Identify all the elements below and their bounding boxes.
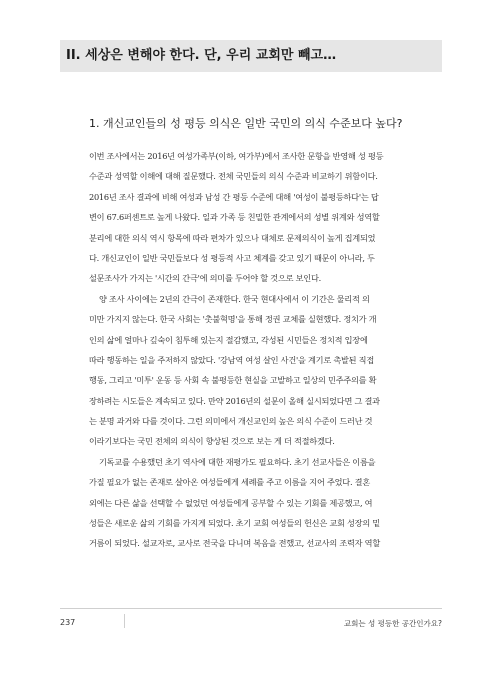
body-line: 성들은 새로운 삶의 기회를 가지게 되었다. 초기 교회 여성들의 헌신은 교회 성장의 밑 bbox=[89, 518, 380, 529]
body-line: 양 조사 사이에는 2년의 간극이 존재한다. 한국 현대사에서 이 기간은 물리적 의 bbox=[99, 293, 370, 304]
body-line: 장하려는 시도들은 계속되고 있다. 만약 2016년의 설문이 올해 실시되었다면 그 결과 bbox=[89, 395, 380, 406]
running-title: 교회는 성 평등한 공간인가요? bbox=[343, 619, 442, 628]
chapter-header bbox=[60, 40, 442, 72]
body-line: 는 분명 과거와 다를 것이다. 그런 의미에서 개신교인의 높은 의식 수준이 드러난 것 bbox=[89, 416, 373, 427]
body-line: 거름이 되었다. 설교자로, 교사로 전국을 다니며 복음을 전했고, 선교사의 조력자 역할 bbox=[89, 538, 380, 549]
body-line: 이번 조사에서는 2016년 여성가족부(이하, 여가부)에서 조사한 문항을 반영해 성 평등 bbox=[89, 151, 384, 161]
section-heading: 1. 개신교인들의 성 평등 의식은 일반 국민의 의식 수준보다 높다? bbox=[89, 117, 403, 130]
body-line: 분리에 대한 의식 역시 항목에 따라 편차가 있으나 대체로 문제의식이 높게 집계되었 bbox=[89, 232, 376, 243]
body-line: 수준과 성역할 이해에 대해 질문했다. 전체 국민들의 의식 수준과 비교하기 위함이다. bbox=[89, 171, 378, 182]
body-line: 행동, 그리고 '미투' 운동 등 사회 속 불평등한 현실을 고발하고 일상의 민주주의를 확 bbox=[89, 375, 377, 386]
page-number: 237 bbox=[60, 618, 76, 627]
body-line: 가질 필요가 없는 존재로 살아온 여성들에게 세례를 주고 이름을 지어 주었다. 결혼 bbox=[89, 477, 370, 488]
body-line: 따라 행동하는 일을 주저하지 않았다. '강남역 여성 살인 사건'을 계기로 촉발된 직접 bbox=[89, 354, 374, 365]
body-line: 외에는 다른 삶을 선택할 수 없었던 여성들에게 공부할 수 있는 기회를 제공했고, 여 bbox=[89, 497, 373, 508]
footer-divider bbox=[124, 614, 125, 628]
body-line: 2016년 조사 결과에 비해 여성과 남성 간 평등 수준에 대해 '여성이 불평등하다'는 답 bbox=[89, 191, 379, 202]
body-line: 설문조사가 가지는 '시간의 간극'에 의미를 두어야 할 것으로 보인다. bbox=[89, 273, 321, 284]
body-line: 이라기보다는 국민 전체의 의식이 향상된 것으로 보는 게 더 적절하겠다. bbox=[89, 436, 335, 447]
body-line: 다. 개신교인이 일반 국민들보다 성 평등적 사고 체계를 갖고 있기 때문이 아니라, 두 bbox=[89, 252, 375, 263]
body-line: 미만 가지지 않는다. 한국 사회는 '촛불혁명'을 통해 정권 교체를 실현했다. 정치가 개 bbox=[89, 314, 377, 325]
body-text bbox=[89, 146, 433, 554]
chapter-title: II. 세상은 변해야 한다. 단, 우리 교회만 빼고… bbox=[66, 48, 337, 63]
body-line: 변이 67.6퍼센트로 높게 나왔다. 일과 가족 등 친밀한 관계에서의 성별 위계와 성역할 bbox=[89, 212, 380, 223]
body-line: 인의 삶에 얼마나 깊숙이 침투해 있는지 절감했고, 각성된 시민들은 정치적 입장에 bbox=[89, 334, 368, 345]
body-line: 기독교를 수용했던 초기 역사에 대한 재평가도 필요하다. 초기 선교사들은 이름을 bbox=[99, 456, 376, 467]
footer-rule bbox=[60, 608, 442, 609]
